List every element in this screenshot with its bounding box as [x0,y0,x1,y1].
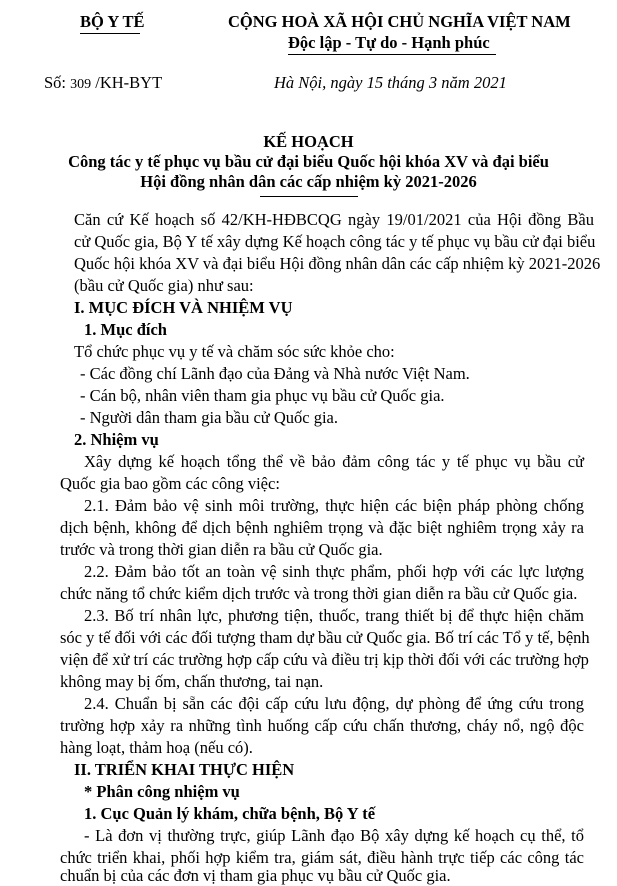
task-item-line: hàng loạt, thảm hoạ (nếu có). [60,738,253,757]
nation-name: CỘNG HOÀ XÃ HỘI CHỦ NGHĨA VIỆT NAM [228,12,571,31]
purpose-bullet: - Người dân tham gia bầu cử Quốc gia. [80,408,338,427]
ministry-name: BỘ Y TẾ [80,12,145,31]
task-item-line: chức năng tổ chức kiểm dịch trước và trong thời gian diễn ra bầu cử Quốc gia. [60,584,578,603]
purpose-bullet: - Cán bộ, nhân viên tham gia phục vụ bầu cử Quốc gia. [80,386,445,405]
section1-heading: I. MỤC ĐÍCH VÀ NHIỆM VỤ [74,298,293,317]
plan-subtitle-line2: Hội đồng nhân dân các cấp nhiệm kỳ 2021-2026 [140,172,477,191]
task-item-line: trước và trong thời gian diễn ra bầu cử Quốc gia. [60,540,383,559]
task-item-line: không may bị ốm, chấn thương, tai nạn. [60,672,324,691]
intro-line: Căn cứ Kế hoạch số 42/KH-HĐBCQG ngày 19/01/2021 của Hội đồng Bầu [74,210,594,229]
ministry-underline [80,33,140,34]
plan-subtitle-line1: Công tác y tế phục vụ bầu cử đại biểu Quốc hội khóa XV và đại biểu [68,152,549,171]
section1-sub1: 1. Mục đích [84,320,167,339]
task-intro-line: Xây dựng kế hoạch tổng thể về bảo đảm công tác y tế phục vụ bầu cử [84,452,584,471]
intro-line: cử Quốc gia, Bộ Y tế xây dựng Kế hoạch công tác y tế phục vụ bầu cử đại biểu [74,232,596,251]
task-item-line: dịch bệnh, không để dịch bệnh nghiêm trọng và đặc biệt nghiêm trọng xảy ra [60,518,584,537]
task-item-line: 2.1. Đảm bảo vệ sinh môi trường, thực hiện các biện pháp phòng chống [84,496,584,515]
task-item-line: 2.4. Chuẩn bị sẵn các đội cấp cứu lưu động, dự phòng để ứng cứu trong [84,694,584,713]
intro-line: Quốc hội khóa XV và đại biểu Hội đồng nhân dân các cấp nhiệm kỳ 2021-2026 [74,254,601,273]
task-item-line: 2.2. Đảm bảo tốt an toàn vệ sinh thực phẩm, phối hợp với các lực lượng [84,562,584,581]
section1-sub2: 2. Nhiệm vụ [74,430,159,449]
doc-number-value: 309 [70,77,92,92]
place-date: Hà Nội, ngày 15 tháng 3 năm 2021 [274,73,507,92]
purpose-intro: Tổ chức phục vụ y tế và chăm sóc sức khỏe cho: [74,342,395,361]
doc-number-prefix: Số: [44,73,67,92]
section2-sub1: 1. Cục Quản lý khám, chữa bệnh, Bộ Y tế [84,804,376,823]
task-item-line: 2.3. Bố trí nhân lực, phương tiện, thuốc, trang thiết bị để thực hiện chăm [84,606,584,625]
task-item-line: viện để xử trí các trường hợp cấp cứu và điều trị kịp thời đối với các trường hợp [60,650,589,669]
intro-line: (bầu cử Quốc gia) như sau: [74,276,254,295]
task-item-line: trường hợp xảy ra những tình huống cấp cứu chấn thương, cháy nổ, ngộ độc [60,716,584,735]
national-motto: Độc lập - Tự do - Hạnh phúc [288,33,490,52]
plan-title: KẾ HOẠCH [263,132,354,151]
task-item-line: sóc y tế đối với các đối tượng tham dự bầu cử Quốc gia. Bố trí các Tổ y tế, bệnh [60,628,590,647]
purpose-bullet: - Các đồng chí Lãnh đạo của Đảng và Nhà nước Việt Nam. [80,364,470,383]
title-underline [260,196,358,197]
dept-duty-line: chức triển khai, phối hợp kiểm tra, giám sát, điều hành trực tiếp các công tác [60,848,584,867]
task-intro-line: Quốc gia bao gồm các công việc: [60,474,280,493]
section2-heading: II. TRIỂN KHAI THỰC HIỆN [74,760,295,779]
dept-duty-line: - Là đơn vị thường trực, giúp Lãnh đạo Bộ xây dựng kế hoạch cụ thể, tổ [84,826,584,845]
doc-number-suffix: /KH-BYT [95,73,163,92]
dept-duty-line: chuẩn bị của các đơn vị tham gia phục vụ bầu cử Quốc gia. [60,866,451,885]
motto-underline [288,54,496,55]
assignment-heading: * Phân công nhiệm vụ [84,782,240,801]
document-number [44,73,162,93]
